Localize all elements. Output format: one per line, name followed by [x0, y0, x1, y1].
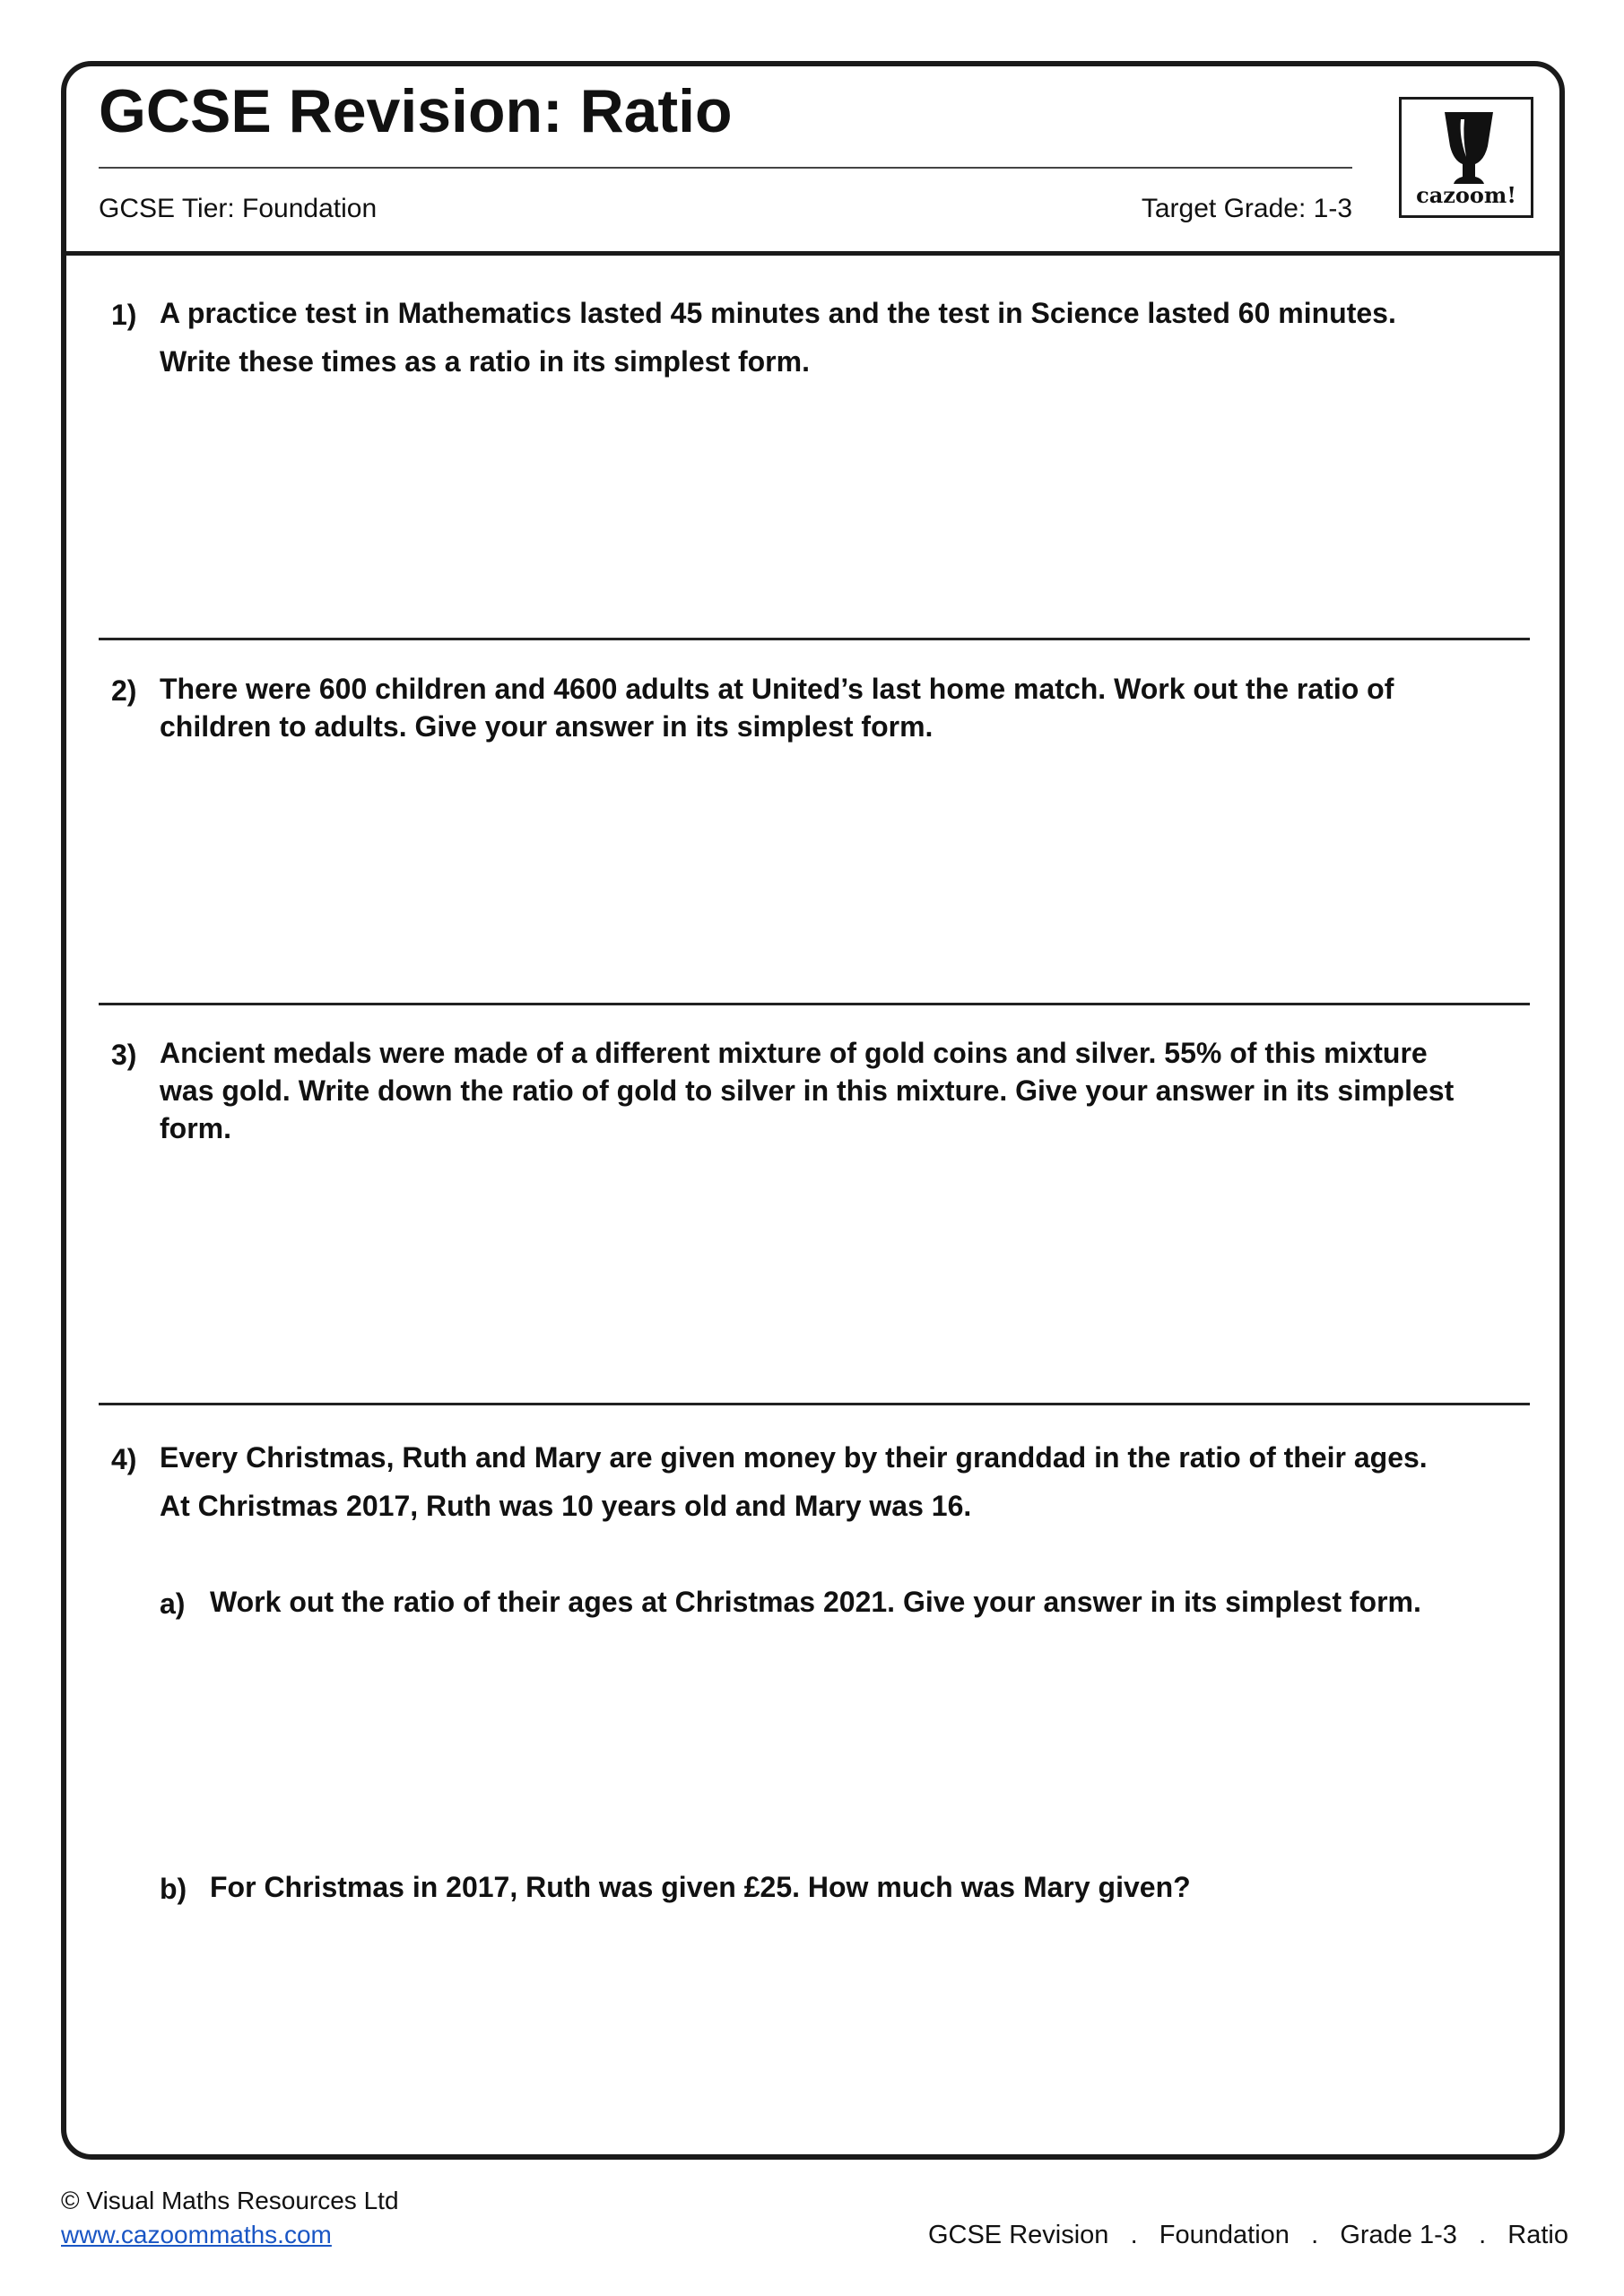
question-4-text [160, 1439, 1532, 1525]
question-2-number: 2) [111, 674, 137, 707]
question-2-line-1: There were 600 children and 4600 adults at United’s last home match. Work out the ratio of [160, 673, 1394, 705]
question-4-number: 4) [111, 1443, 137, 1475]
footer-meta: GCSE Revision . Foundation . Grade 1-3 . Ratio [927, 2221, 1568, 2249]
page-title: GCSE Revision: Ratio [99, 77, 733, 145]
logo-wordmark: cazoom! [1416, 182, 1516, 208]
question-2-line-2: children to adults. Give your answer in its simplest form. [160, 710, 934, 743]
target-grade-label: Target Grade: 1-3 [1141, 194, 1352, 223]
question-4-line-1: Every Christmas, Ruth and Mary are given money by their granddad in the ratio of their ages. [160, 1441, 1428, 1474]
title-divider [99, 167, 1352, 169]
question-3-line-1: Ancient medals were made of a different mixture of gold coins and silver. 55% of this mixture [160, 1037, 1428, 1069]
question-4a-label: a) [160, 1587, 186, 1620]
question-1-text [160, 294, 1532, 380]
question-3-line-3: form. [160, 1112, 231, 1144]
question-3-number: 3) [111, 1039, 137, 1071]
header-divider [65, 251, 1561, 256]
copyright-text: © Visual Maths Resources Ltd [61, 2187, 399, 2214]
question-2-text [160, 670, 1532, 745]
question-4-line-2: At Christmas 2017, Ruth was 10 years old and Mary was 16. [160, 1490, 972, 1522]
question-4b-text: For Christmas in 2017, Ruth was given £25. How much was Mary given? [210, 1871, 1191, 1903]
cazoom-logo [1399, 97, 1533, 218]
cup-icon [1441, 110, 1497, 186]
question-4a-text: Work out the ratio of their ages at Christmas 2021. Give your answer in its simplest form. [210, 1586, 1421, 1618]
question-1-number: 1) [111, 299, 137, 331]
question-divider [99, 1003, 1530, 1005]
question-3-line-2: was gold. Write down the ratio of gold to silver in this mixture. Give your answer in its simplest [160, 1074, 1455, 1107]
question-4b-label: b) [160, 1873, 187, 1905]
question-3-text [160, 1034, 1532, 1147]
question-1-line-2: Write these times as a ratio in its simplest form. [160, 345, 810, 378]
question-1-line-1: A practice test in Mathematics lasted 45 minutes and the test in Science lasted 60 minutes. [160, 297, 1396, 329]
tier-label: GCSE Tier: Foundation [99, 194, 378, 223]
question-divider [99, 638, 1530, 640]
website-link[interactable]: www.cazoommaths.com [61, 2221, 332, 2248]
question-divider [99, 1403, 1530, 1405]
